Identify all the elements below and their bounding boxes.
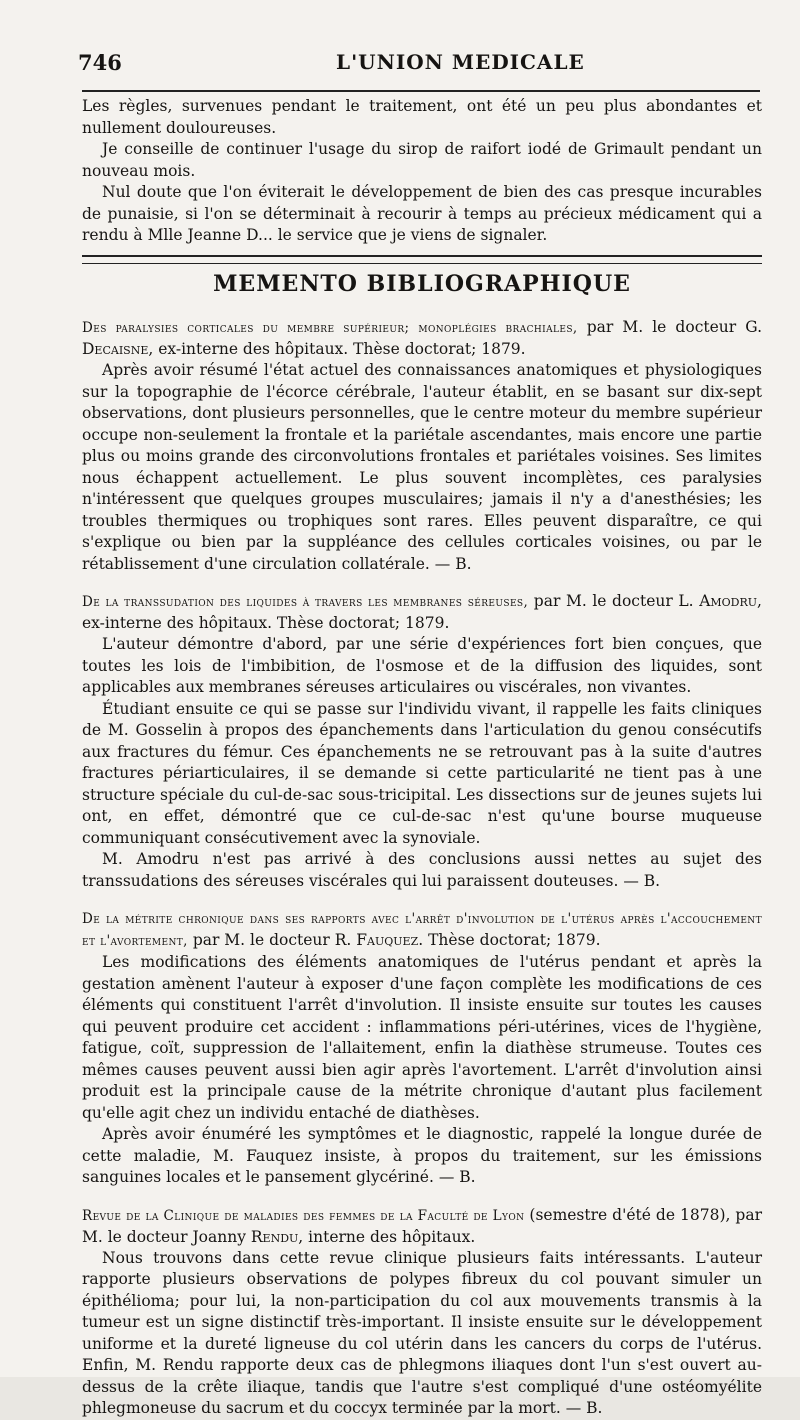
entry-heading (82, 908, 762, 952)
entry-paragraph: Étudiant ensuite ce qui se passe sur l'individu vivant, il rappelle les faits cliniques de M. Gosselin à propos des épanchements dans l'articulation du genou consécutifs aux fractures du fémur. Ces épanchements ne se retrouvant pas à la suite d'autres fractures périarticulaires, il se demande si cette particularité ne tient pas à une structure spéciale du cul-de-sac sous-tricipital. Les dissections sur de jeunes sujets lui ont, en effet, démontré que ce cul-de-sac n'est qu'une bourse muqueuse communiquant consécutivement avec la synoviale. (82, 699, 762, 847)
entry-title: De la métrite chronique dans ses rapports avec l'arrêt d'involution de l'utérus après l'accouchement et l'avortement, (82, 911, 762, 949)
entry-paragraph: Les modifications des éléments anatomiques de l'utérus pendant et après la gestation amènent l'auteur à exposer d'une façon complète les modifications de ces éléments qui constituent l'arrêt d'involution. Il insiste ensuite sur toutes les causes qui peuvent produire cet accident : inflammations péri-utérines, vices de l'hygiène, fatigue, coït, suppression de l'allaitement, enfin la diathèse strumeuse. Toutes ces mêmes causes peuvent aussi bien agir après l'avortement. L'arrêt d'involution ainsi produit est la principale cause de la métrite chronique d'autant plus facilement qu'elle agit chez un individu entaché de diathèses. (82, 953, 762, 1122)
header-rule (82, 90, 760, 92)
entry-byline-end: interne des hôpitaux. (308, 1227, 476, 1246)
page-header (78, 42, 758, 78)
entry-author: Amodru, (699, 592, 762, 610)
entry-byline: (semestre d'été de 1878), par M. le docteur Joanny (82, 1205, 762, 1246)
entry-paragraph: L'auteur démontre d'abord, par une série d'expériences fort bien conçues, que toutes les lois de l'imbibition, de l'osmose et de la diffusion des liquides, sont applicables aux membranes séreuses articulaires ou viscérales, non vivantes. (82, 635, 762, 696)
entry-byline: par M. le docteur G. (586, 318, 763, 336)
section-title: MEMENTO BIBLIOGRAPHIQUE (213, 270, 631, 297)
bibliography-entry (82, 908, 762, 1189)
entry-title: Revue de la Clinique de maladies des femmes de la Faculté de Lyon (82, 1207, 525, 1224)
intro-paragraph: Nul doute que l'on éviterait le développement de bien des cas presque incurables de punaisie, si l'on se déterminait à recourir à temps au précieux médicament qui a rendu à Mlle Jeanne D... le service que je viens de signaler. (82, 183, 762, 244)
entry-heading (82, 1205, 762, 1248)
entry-author: Rendu, (250, 1227, 304, 1246)
entry-heading (82, 317, 762, 360)
intro-paragraph: Les règles, survenues pendant le traitement, ont été un peu plus abondantes et nullement douloureuses. (82, 97, 762, 137)
entry-title: Des paralysies corticales du membre supérieur; monoplégies brachiales, (82, 320, 578, 336)
bibliography-entry (82, 317, 762, 575)
entry-paragraph: Après avoir énuméré les symptômes et le diagnostic, rappelé la longue durée de cette maladie, M. Fauquez insiste, à propos du traitement, sur les émissions sanguines locales et le pansement glycériné. — B. (82, 1125, 762, 1186)
entry-heading (82, 591, 762, 634)
page-number: 746 (78, 50, 122, 75)
bibliography-entry (82, 591, 762, 892)
entry-byline: par M. le docteur R. (192, 931, 352, 949)
page-content (82, 96, 762, 1420)
entry-author: Decaisne, (82, 340, 154, 358)
entry-byline-end: ex-interne des hôpitaux. Thèse doctorat; 1879. (158, 340, 526, 358)
entry-byline-end: Thèse doctorat; 1879. (428, 931, 601, 949)
running-head: L'UNION MEDICALE (336, 50, 585, 74)
entry-paragraph: M. Amodru n'est pas arrivé à des conclusions aussi nettes au sujet des transsudations des séreuses viscérales qui lui paraissent douteuses. — B. (82, 850, 762, 890)
entry-byline-end: ex-interne des hôpitaux. Thèse doctorat; 1879. (82, 614, 450, 632)
entry-author: Fauquez. (356, 931, 424, 949)
entry-byline: par M. le docteur L. (533, 592, 694, 610)
entry-paragraph: Nous trouvons dans cette revue clinique plusieurs faits intéressants. L'auteur rapporte plusieurs observations de polypes fibreux du col pouvant simuler un épithélioma; pour lui, la non-participation du col aux mouvements transmis à la tumeur est un signe distinctif très-important. Il insiste ensuite sur le développement uniforme et la dureté ligneuse du col utérin dans les cancers du corps de l'utérus. Enfin, M. Rendu rapporte deux cas de phlegmons iliaques dont l'un s'est ouvert au-dessus de la crête iliaque, tandis que l'autre s'est compliqué d'une ostéomyélite phlegmoneuse du sacrum et du coccyx terminée par la mort. — B. (82, 1248, 762, 1417)
intro-paragraph: Je conseille de continuer l'usage du sirop de raifort iodé de Grimault pendant un nouveau mois. (82, 140, 762, 180)
section-divider (82, 255, 762, 264)
entry-paragraph: Après avoir résumé l'état actuel des connaissances anatomiques et physiologiques sur la topographie de l'écorce cérébrale, l'auteur établit, en se basant sur dix-sept observations, dont plusieurs personnelles, que le centre moteur du membre supérieur occupe non-seulement la frontale et la pariétale ascendantes, mais encore une partie plus ou moins grande des circonvolutions frontales et pariétales voisines. Ses limites nous échappent actuellement. Le plus souvent incomplètes, ces paralysies n'intéressent que quelques groupes musculaires; jamais il n'y a d'anesthésies; les troubles thermiques ou trophiques sont rares. Elles peuvent disparaître, ce qui s'explique ou bien par la suppléance des cellules corticales voisines, ou par le rétablissement d'une circulation collatérale. — B. (82, 361, 762, 573)
bibliography-entry (82, 1205, 762, 1420)
entry-title: De la transsudation des liquides à travers les membranes séreuses, (82, 594, 529, 610)
